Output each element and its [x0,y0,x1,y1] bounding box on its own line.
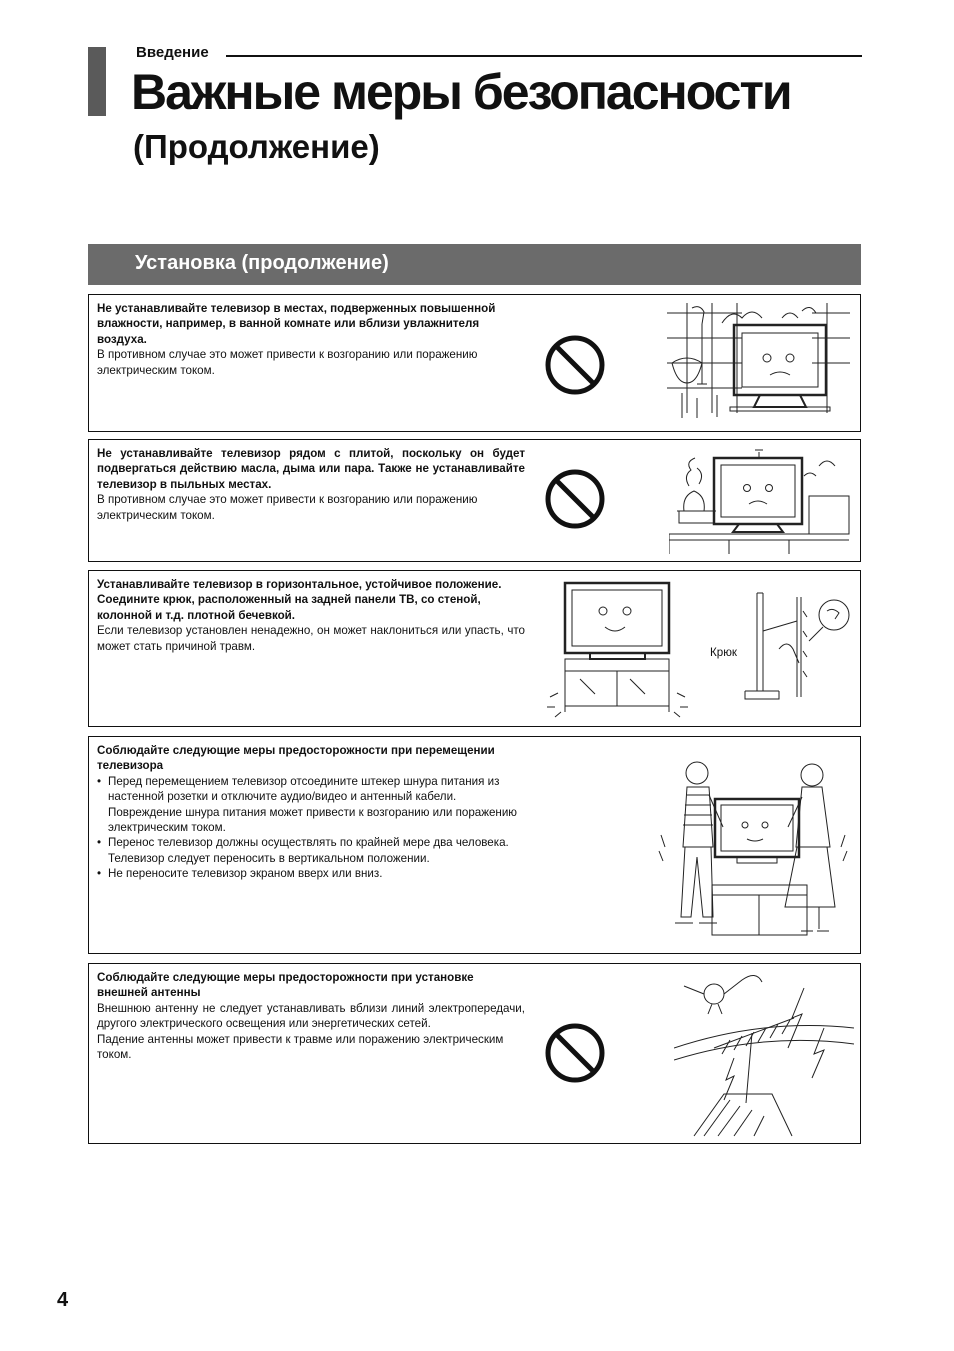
section-band [88,244,861,285]
prohibited-icon [544,334,606,396]
warning-block-stability [88,570,861,727]
warning-heading: Не устанавливайте телевизор рядом с плитой, поскольку он будет подвергаться действию масла, дыма или пара. Также не устанавливайте телевизор в пыльных местах. [97,447,525,491]
list-item: • Не переносите телевизор экраном вверх или вниз. [97,866,525,881]
header-accent-bar [88,47,106,116]
warning-text [97,577,525,654]
two-people-carrying-tv-illustration [657,755,852,945]
precaution-list [97,774,525,882]
tv-on-stand-illustration [545,579,695,724]
prohibited-icon [544,1022,606,1084]
warning-body: Если телевизор установлен ненадежно, он может наклониться или упасть, что может стать причиной травм. [97,624,525,653]
warning-text [97,743,525,882]
warning-block-humidity [88,294,861,432]
warning-block-moving [88,736,861,954]
antenna-near-power-lines-illustration [674,968,854,1138]
page-number: 4 [57,1289,69,1311]
warning-block-antenna [88,963,861,1144]
section-band-title: Установка (продолжение) [135,252,389,274]
page-title: Важные меры безопасности [131,64,791,120]
hook-label: Крюк [710,646,737,659]
kitchen-tv-illustration [669,446,854,554]
warning-body: В противном случае это может привести к возгоранию или поражению электрическим током. [97,348,478,377]
list-item: • Перенос телевизор должны осуществлять по крайней мере два человека. Телевизор следует переносить в вертикальном положении. [97,835,525,866]
warning-body: Внешнюю антенну не следует устанавливать вблизи линий электропередачи, другого электрического освещения или энергетических сетей. [97,1001,525,1031]
warning-heading: Устанавливайте телевизор в горизонтальное, устойчивое положение. Соедините крюк, расположенный на задней панели ТВ, со стеной, колонной и т.д. плотной бечевкой. [97,578,502,622]
header-rule [226,55,862,57]
warning-text [97,301,525,378]
warning-text [97,446,525,523]
list-item: • Перед перемещением телевизор отсоедините штекер шнура питания из настенной розетки и отключите аудио/видео и антенный кабели. Повреждение шнура питания может привести к возгоранию или поражению электрическим током. [97,774,525,836]
warning-heading: Соблюдайте следующие меры предосторожности при установке внешней антенны [97,971,474,1000]
page-subtitle: (Продолжение) [133,128,380,165]
hook-detail-illustration [737,591,859,703]
warning-block-stove [88,439,861,562]
warning-body-2: Падение антенны может привести к травме или поражению электрическим током. [97,1032,504,1062]
section-label: Введение [136,44,215,61]
warning-text [97,970,525,1062]
warning-body: В противном случае это может привести к возгоранию или поражению электрическим током. [97,493,478,522]
warning-heading: Не устанавливайте телевизор в местах, подверженных повышенной влажности, например, в ванной комнате или вблизи увлажнителя воздуха. [97,302,496,346]
warning-heading: Соблюдайте следующие меры предосторожности при перемещении телевизора [97,744,495,773]
prohibited-icon [544,468,606,530]
bathroom-tv-illustration [662,303,852,425]
